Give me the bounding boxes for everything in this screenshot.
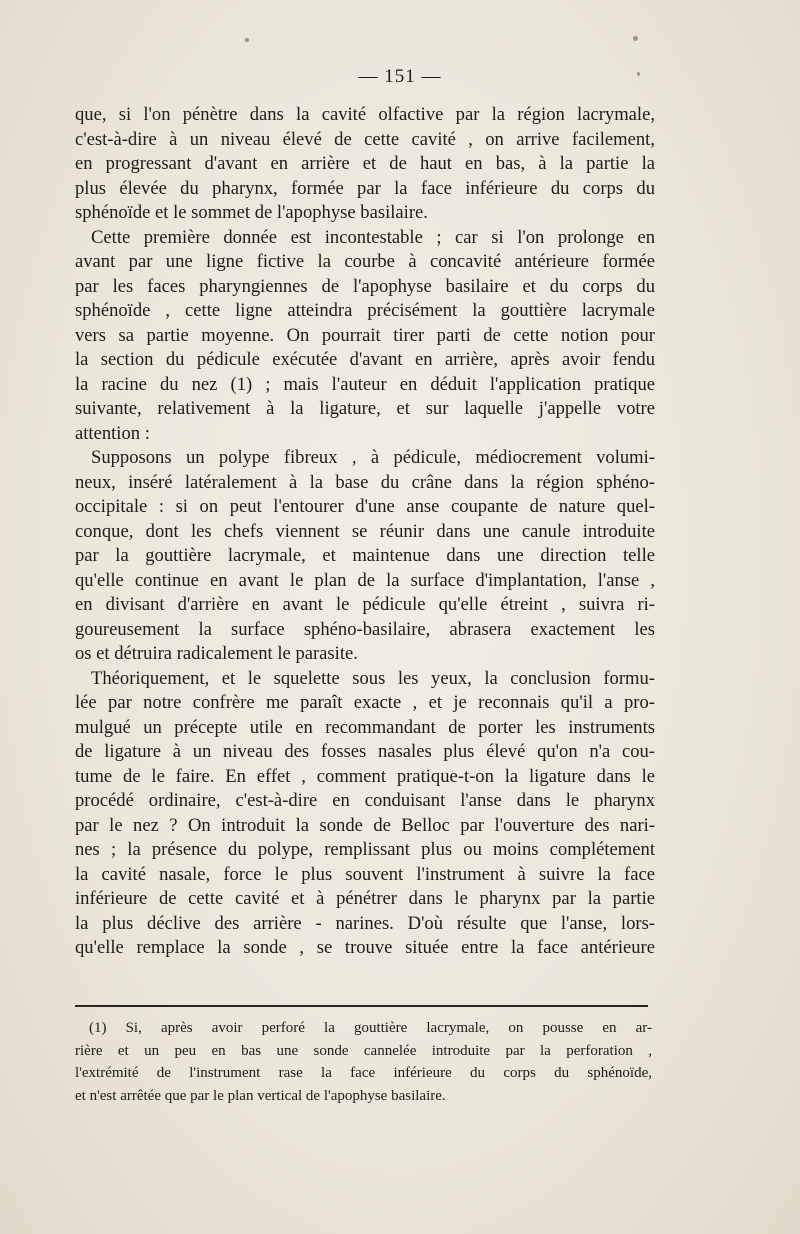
text-line: c'est-à-dire à un niveau élevé de cette cavité , on arrive facilement, bbox=[75, 128, 655, 150]
text-line: la cavité nasale, force le plus souvent l'instrument à suivre la face bbox=[75, 863, 655, 885]
text-line: goureusement la surface sphéno-basilaire, abrasera exactement les bbox=[75, 618, 655, 640]
text-line: attention : bbox=[75, 422, 150, 444]
footnote-line: l'extrémité de l'instrument rase la face inférieure du corps du sphénoïde, bbox=[75, 1065, 652, 1081]
text-line: Supposons un polype fibreux , à pédicule, médiocrement volumi- bbox=[91, 447, 655, 468]
text-line: procédé ordinaire, c'est-à-dire en conduisant l'anse dans le pharynx bbox=[75, 790, 655, 811]
text-line: que, si l'on pénètre dans la cavité olfactive par la région lacrymale, bbox=[75, 104, 655, 125]
text-line: suivante, relativement à la ligature, et sur laquelle j'appelle votre bbox=[75, 398, 655, 419]
text-line: la racine du nez (1) ; mais l'auteur en déduit l'application pratique bbox=[75, 373, 655, 395]
text-line: tume de le faire. En effet , comment pratique-t-on la ligature dans le bbox=[75, 765, 655, 787]
text-line: mulgué un précepte utile en recommandant de porter les instruments bbox=[75, 716, 655, 738]
text-line: occipitale : si on peut l'entourer d'une anse coupante de nature quel- bbox=[75, 496, 655, 517]
text-line: avant par une ligne fictive la courbe à concavité antérieure formée bbox=[75, 251, 655, 272]
text-line: par les faces pharyngiennes de l'apophyse basilaire et du corps du bbox=[75, 275, 655, 297]
footnote-line: (1) Si, après avoir perforé la gouttière lacrymale, on pousse en ar- bbox=[89, 1020, 652, 1036]
text-line: sphénoïde et le sommet de l'apophyse basilaire. bbox=[75, 202, 428, 223]
text-line: vers sa partie moyenne. On pourrait tirer parti de cette notion pour bbox=[75, 324, 655, 346]
text-line: Cette première donnée est incontestable ; car si l'on prolonge en bbox=[91, 226, 655, 248]
text-line: Théoriquement, et le squelette sous les yeux, la conclusion formu- bbox=[91, 667, 655, 689]
footnote-rule bbox=[75, 1005, 648, 1007]
text-line: nes ; la présence du polype, remplissant plus ou moins complétement bbox=[75, 839, 655, 860]
footnotes bbox=[75, 1017, 652, 1107]
footnote-line: rière et un peu en bas une sonde cannelée introduite par la perforation , bbox=[75, 1042, 652, 1059]
text-line: par la gouttière lacrymale, et maintenue dans une direction telle bbox=[75, 545, 655, 566]
ink-speck bbox=[245, 38, 249, 42]
text-line: conque, dont les chefs viennent se réunir dans une canule introduite bbox=[75, 520, 655, 542]
text-line: os et détruira radicalement le parasite. bbox=[75, 643, 358, 664]
page-number: — 151 — bbox=[358, 66, 442, 87]
text-line: en progressant d'avant en arrière et de haut en bas, à la partie la bbox=[75, 153, 655, 174]
ink-speck bbox=[633, 36, 638, 41]
text-line: en divisant d'arrière en avant le pédicule qu'elle étreint , suivra ri- bbox=[75, 594, 655, 615]
text-line: lée par notre confrère me paraît exacte , et je reconnais qu'il a pro- bbox=[75, 692, 655, 713]
body-text bbox=[75, 103, 655, 961]
text-line: inférieure de cette cavité et à pénétrer dans le pharynx par la partie bbox=[75, 888, 655, 909]
text-line: qu'elle remplace la sonde , se trouve située entre la face antérieure bbox=[75, 937, 655, 958]
text-line: la section du pédicule exécutée d'avant en arrière, après avoir fendu bbox=[75, 349, 655, 370]
text-line: plus élevée du pharynx, formée par la face inférieure du corps du bbox=[75, 177, 655, 199]
text-line: sphénoïde , cette ligne atteindra précisément la gouttière lacrymale bbox=[75, 300, 655, 321]
text-line: neux, inséré latéralement à la base du crâne dans la région sphéno- bbox=[75, 471, 655, 493]
text-line: la plus déclive des arrière - narines. D'où résulte que l'anse, lors- bbox=[75, 912, 655, 934]
footnote-line: et n'est arrêtée que par le plan vertical de l'apophyse basilaire. bbox=[75, 1087, 446, 1104]
text-line: qu'elle continue en avant le plan de la surface d'implantation, l'anse , bbox=[75, 569, 655, 591]
text-line: de ligature à un niveau des fosses nasales plus élevé qu'on n'a cou- bbox=[75, 741, 655, 762]
text-line: par le nez ? On introduit la sonde de Belloc par l'ouverture des nari- bbox=[75, 814, 655, 836]
